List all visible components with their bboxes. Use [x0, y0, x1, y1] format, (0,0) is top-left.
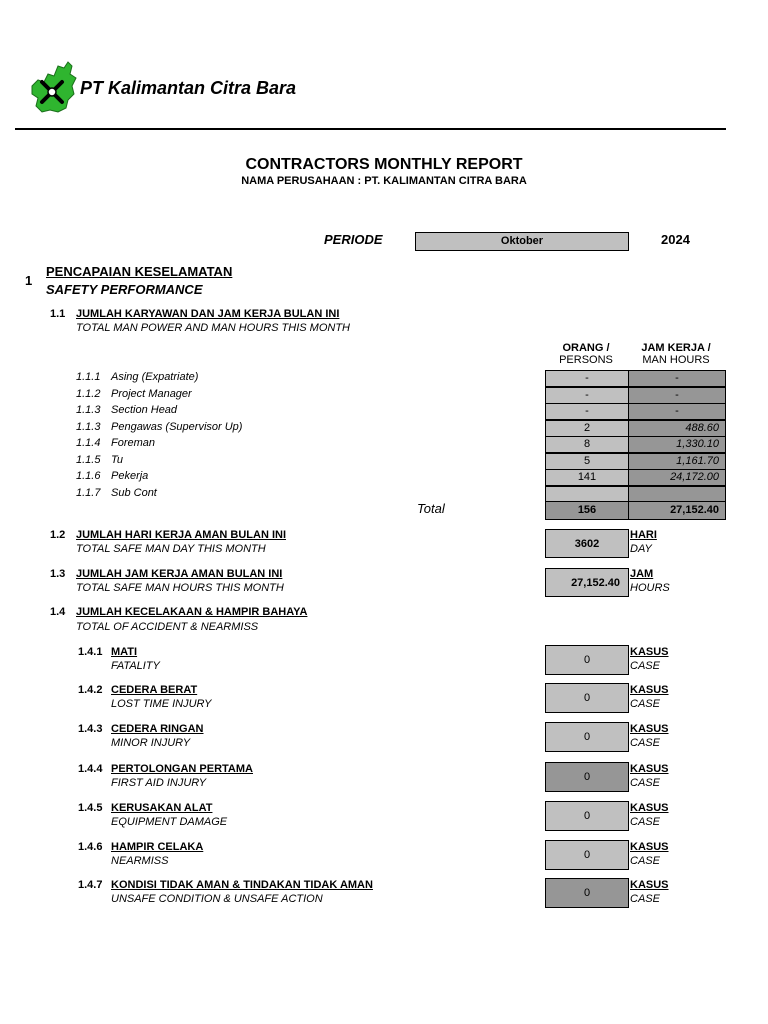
s12-unit-bottom: DAY — [630, 543, 652, 555]
manpower-row-code: 1.1.1 — [76, 371, 101, 383]
manpower-row-hours[interactable]: - — [628, 370, 726, 387]
manpower-row-code: 1.1.6 — [76, 470, 101, 482]
s11-number: 1.1 — [50, 308, 66, 320]
accident-item-unit-top: KASUS — [630, 802, 669, 814]
manpower-row-label: Sub Cont — [111, 486, 157, 499]
accident-item-subtitle: LOST TIME INJURY — [111, 698, 212, 710]
safe-man-hours-value: 27,152.40 — [545, 568, 629, 597]
manpower-row-persons[interactable]: 2 — [545, 420, 629, 437]
periode-label: PERIODE — [324, 232, 383, 247]
manpower-row-hours[interactable] — [628, 486, 726, 503]
manpower-row-hours[interactable]: 24,172.00 — [628, 469, 726, 486]
col-persons-header-bottom: PERSONS — [559, 354, 613, 366]
manpower-row-label: Project Manager — [111, 387, 192, 400]
accident-item-unit-top: KASUS — [630, 684, 669, 696]
accident-item-value[interactable]: 0 — [545, 840, 629, 870]
s11-subtitle: TOTAL MAN POWER AND MAN HOURS THIS MONTH — [76, 322, 350, 334]
manpower-row-code: 1.1.4 — [76, 437, 101, 449]
manpower-row-code: 1.1.3 — [76, 420, 101, 433]
accident-item-subtitle: FIRST AID INJURY — [111, 777, 207, 789]
accident-item-code: 1.4.6 — [78, 841, 103, 853]
accident-item-subtitle: NEARMISS — [111, 855, 169, 867]
total-hours: 27,152.40 — [628, 501, 726, 520]
accident-item-code: 1.4.5 — [78, 802, 103, 814]
s12-unit-top: HARI — [630, 529, 657, 541]
manpower-row-code: 1.1.7 — [76, 486, 101, 499]
section-subtitle: SAFETY PERFORMANCE — [46, 282, 203, 297]
accident-item-subtitle: EQUIPMENT DAMAGE — [111, 816, 228, 828]
accident-item-unit-bottom: CASE — [630, 855, 660, 867]
accident-item-title: KONDISI TIDAK AMAN & TINDAKAN TIDAK AMAN — [111, 879, 373, 891]
col-hours-header-bottom: MAN HOURS — [642, 354, 710, 366]
manpower-row-label: Section Head — [111, 404, 178, 416]
manpower-row-persons[interactable]: - — [545, 370, 629, 387]
kalimantan-map-logo-icon — [28, 58, 80, 116]
accident-item-unit-bottom: CASE — [630, 698, 660, 710]
manpower-row-code: 1.1.2 — [76, 387, 101, 400]
periode-month-field[interactable]: Oktober — [415, 232, 629, 251]
section-number: 1 — [25, 273, 33, 288]
manpower-row-hours[interactable]: - — [628, 387, 726, 404]
col-hours-header-top: JAM KERJA / — [641, 342, 711, 354]
accident-item-code: 1.4.7 — [78, 879, 103, 891]
total-label: Total — [417, 501, 445, 516]
section-title: PENCAPAIAN KESELAMATAN — [46, 264, 233, 279]
s13-unit-bottom: HOURS — [630, 582, 670, 594]
accident-item-code: 1.4.2 — [78, 684, 103, 696]
manpower-row-label: Pengawas (Supervisor Up) — [111, 420, 243, 433]
company-name: PT Kalimantan Citra Bara — [80, 78, 297, 98]
accident-item-title: PERTOLONGAN PERTAMA — [111, 763, 253, 775]
manpower-row-persons[interactable] — [545, 486, 629, 503]
accident-item-value[interactable]: 0 — [545, 762, 629, 792]
accident-item-unit-top: KASUS — [630, 723, 669, 735]
manpower-row-label: Foreman — [111, 437, 156, 449]
accident-item-value[interactable]: 0 — [545, 645, 629, 675]
report-title: CONTRACTORS MONTHLY REPORT — [245, 156, 523, 173]
accident-item-subtitle: MINOR INJURY — [111, 737, 191, 749]
manpower-row-hours[interactable]: 1,330.10 — [628, 436, 726, 453]
accident-item-unit-bottom: CASE — [630, 893, 660, 905]
accident-item-unit-top: KASUS — [630, 879, 669, 891]
accident-item-code: 1.4.3 — [78, 723, 103, 735]
manpower-row-label: Pekerja — [111, 470, 149, 482]
s13-subtitle: TOTAL SAFE MAN HOURS THIS MONTH — [76, 582, 284, 594]
accident-item-title: MATI — [111, 646, 138, 658]
manpower-row-label: Tu — [111, 453, 124, 466]
manpower-row-persons[interactable]: - — [545, 387, 629, 404]
manpower-row-code: 1.1.5 — [76, 453, 101, 466]
manpower-row-label: Asing (Expatriate) — [111, 371, 199, 383]
accident-item-title: CEDERA BERAT — [111, 684, 198, 696]
s13-number: 1.3 — [50, 568, 66, 580]
accident-item-subtitle: UNSAFE CONDITION & UNSAFE ACTION — [111, 893, 323, 905]
periode-year: 2024 — [661, 232, 690, 247]
s13-title: JUMLAH JAM KERJA AMAN BULAN INI — [76, 568, 283, 580]
header-divider — [15, 128, 726, 130]
accident-item-value[interactable]: 0 — [545, 683, 629, 713]
s12-subtitle: TOTAL SAFE MAN DAY THIS MONTH — [76, 543, 266, 555]
total-persons: 156 — [545, 501, 629, 520]
accident-item-subtitle: FATALITY — [111, 660, 160, 672]
manpower-row-persons[interactable]: 141 — [545, 469, 629, 486]
manpower-row-code: 1.1.3 — [76, 404, 101, 416]
accident-item-title: CEDERA RINGAN — [111, 723, 204, 735]
safe-man-day-value: 3602 — [545, 529, 629, 558]
s14-title: JUMLAH KECELAKAAN & HAMPIR BAHAYA — [76, 606, 308, 618]
accident-item-title: HAMPIR CELAKA — [111, 841, 204, 853]
manpower-row-hours[interactable]: 488.60 — [628, 420, 726, 437]
manpower-row-hours[interactable]: - — [628, 403, 726, 420]
accident-item-code: 1.4.4 — [78, 763, 103, 775]
accident-item-unit-top: KASUS — [630, 763, 669, 775]
s11-title: JUMLAH KARYAWAN DAN JAM KERJA BULAN INI — [76, 308, 340, 320]
s14-number: 1.4 — [50, 606, 66, 618]
accident-item-value[interactable]: 0 — [545, 801, 629, 831]
accident-item-unit-top: KASUS — [630, 646, 669, 658]
accident-item-unit-bottom: CASE — [630, 660, 660, 672]
s12-title: JUMLAH HARI KERJA AMAN BULAN INI — [76, 529, 287, 541]
manpower-row-persons[interactable]: 8 — [545, 436, 629, 453]
accident-item-value[interactable]: 0 — [545, 878, 629, 908]
accident-item-unit-bottom: CASE — [630, 777, 660, 789]
accident-item-unit-top: KASUS — [630, 841, 669, 853]
accident-item-unit-bottom: CASE — [630, 816, 660, 828]
s14-subtitle: TOTAL OF ACCIDENT & NEARMISS — [76, 621, 259, 633]
manpower-row-persons[interactable]: - — [545, 403, 629, 420]
manpower-row-persons[interactable]: 5 — [545, 453, 629, 470]
report-subtitle: NAMA PERUSAHAAN : PT. KALIMANTAN CITRA BARA — [241, 175, 527, 187]
accident-item-code: 1.4.1 — [78, 646, 103, 658]
s12-number: 1.2 — [50, 529, 66, 541]
col-persons-header-top: ORANG / — [562, 342, 610, 354]
accident-item-title: KERUSAKAN ALAT — [111, 802, 213, 814]
s13-unit-top: JAM — [630, 568, 654, 580]
accident-item-value[interactable]: 0 — [545, 722, 629, 752]
accident-item-unit-bottom: CASE — [630, 737, 660, 749]
manpower-row-hours[interactable]: 1,161.70 — [628, 453, 726, 470]
